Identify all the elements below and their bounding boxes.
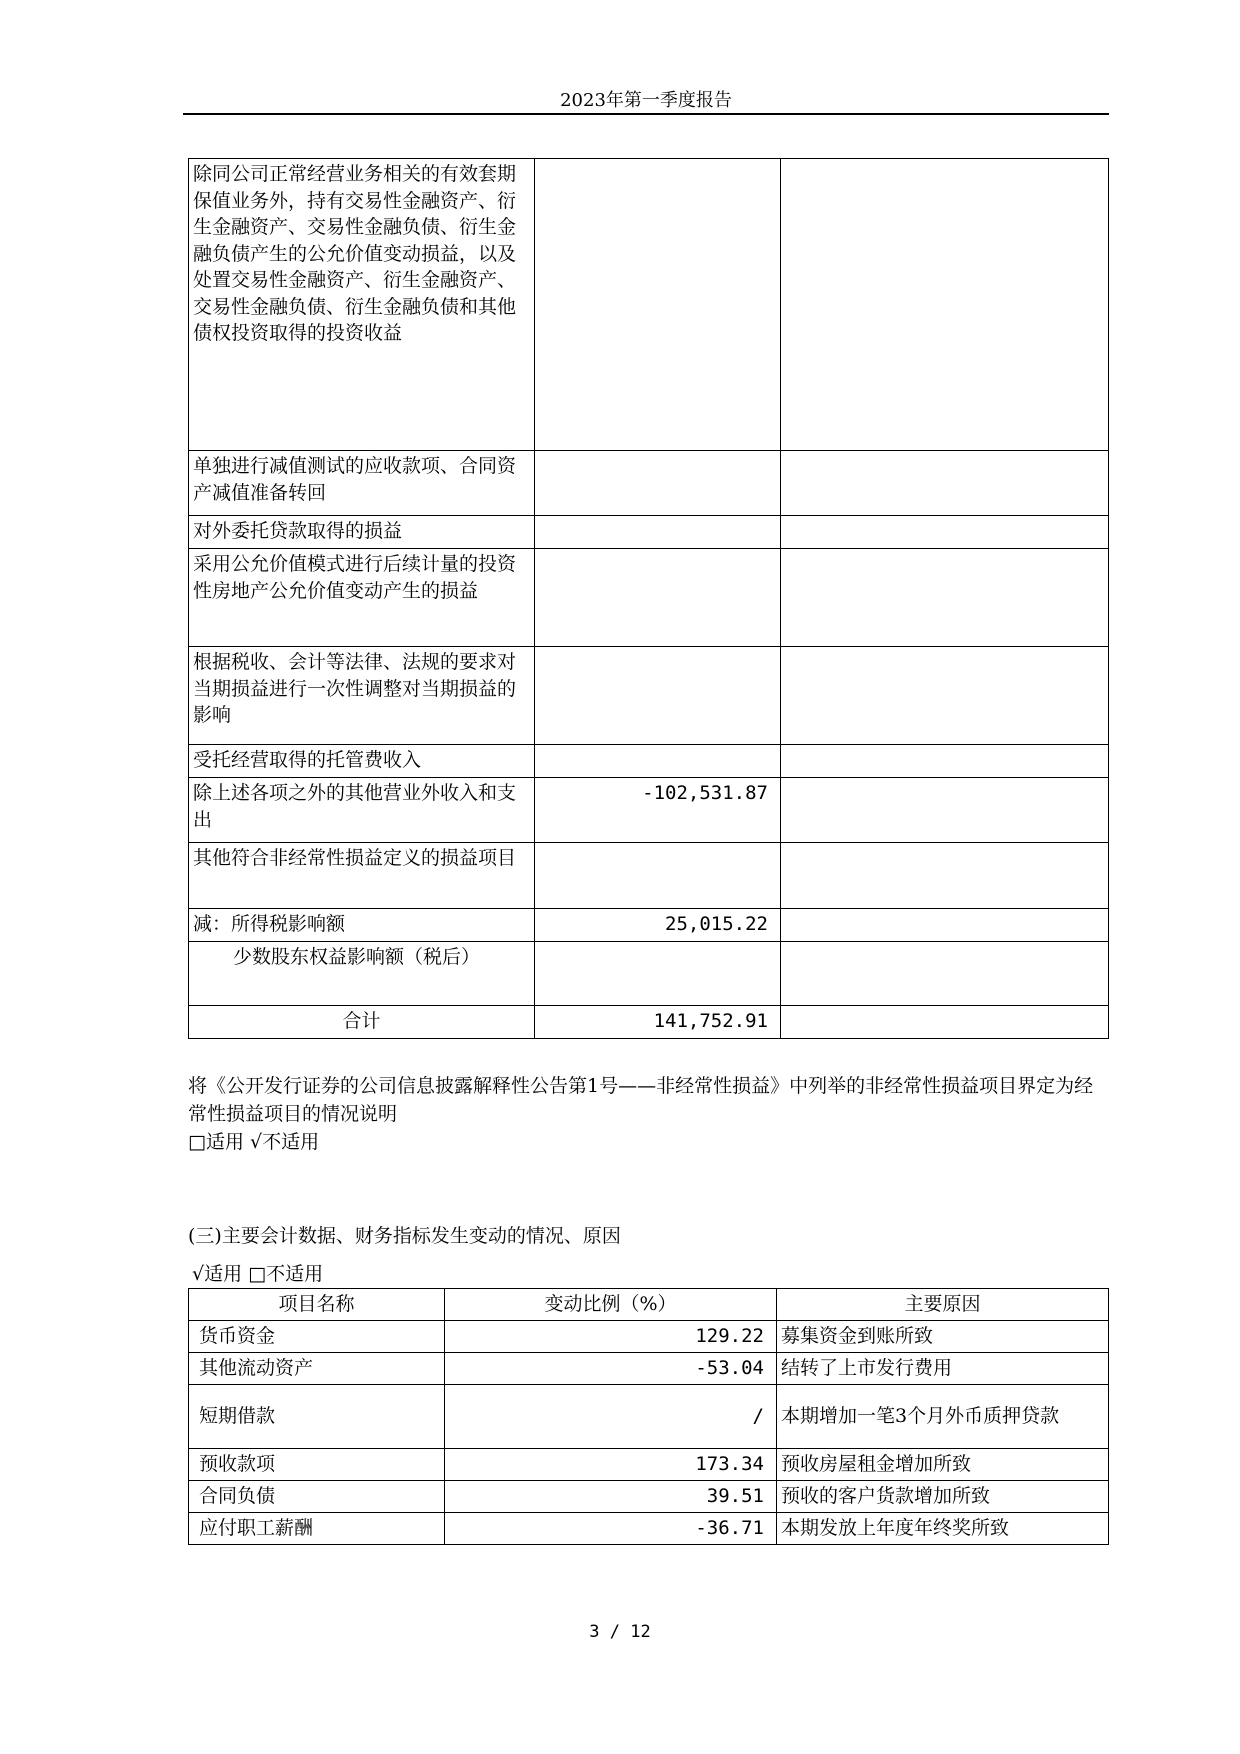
note-cell (781, 909, 1109, 942)
ratio-cell: -53.04 (445, 1353, 777, 1385)
note-applicable: □适用 √不适用 (188, 1131, 320, 1153)
reason-cell: 本期增加一笔3个月外币质押贷款 (777, 1385, 1109, 1449)
amount-cell: -102,531.87 (535, 778, 781, 843)
non-recurring-gains-table (188, 158, 1109, 1039)
note-cell (781, 843, 1109, 909)
amount-cell (535, 745, 781, 778)
table-row (189, 516, 1109, 549)
table-row (189, 159, 1109, 451)
column-header: 变动比例（%） (445, 1289, 777, 1321)
note-text: 将《公开发行证券的公司信息披露解释性公告第1号——非经常性损益》中列举的非经常性损益项目界定为经常性损益项目的情况说明 (188, 1075, 1094, 1125)
table-header-row (189, 1289, 1109, 1321)
reclassification-note (188, 1072, 1108, 1156)
note-cell (781, 942, 1109, 1006)
reason-cell: 结转了上市发行费用 (777, 1353, 1109, 1385)
item-cell: 单独进行减值测试的应收款项、合同资产减值准备转回 (189, 451, 535, 516)
item-name-cell: 合同负债 (189, 1481, 445, 1513)
note-cell (781, 647, 1109, 745)
table-row (189, 1449, 1109, 1481)
note-cell (781, 745, 1109, 778)
page-number: 3 / 12 (589, 1622, 651, 1642)
table-row (189, 1006, 1109, 1039)
note-cell (781, 549, 1109, 647)
item-cell: 减：所得税影响额 (189, 909, 535, 942)
amount-cell: 141,752.91 (535, 1006, 781, 1039)
note-cell (781, 516, 1109, 549)
note-cell (781, 778, 1109, 843)
table-row (189, 1353, 1109, 1385)
item-cell: 采用公允价值模式进行后续计量的投资性房地产公允价值变动产生的损益 (189, 549, 535, 647)
page-header-title: 2023年第一季度报告 (560, 90, 732, 111)
table-row (189, 942, 1109, 1006)
table-row (189, 745, 1109, 778)
note-cell (781, 451, 1109, 516)
total-label-cell: 合计 (189, 1006, 535, 1039)
table-row (189, 1385, 1109, 1449)
amount-cell (535, 843, 781, 909)
table-row (189, 778, 1109, 843)
item-cell: 其他符合非经常性损益定义的损益项目 (189, 843, 535, 909)
item-name-cell: 应付职工薪酬 (189, 1513, 445, 1545)
note-cell (781, 159, 1109, 451)
table-row (189, 843, 1109, 909)
column-header: 项目名称 (189, 1289, 445, 1321)
amount-cell (535, 451, 781, 516)
item-name-cell: 预收款项 (189, 1449, 445, 1481)
table-row (189, 909, 1109, 942)
table-row (189, 1321, 1109, 1353)
table-row (189, 647, 1109, 745)
reason-cell: 募集资金到账所致 (777, 1321, 1109, 1353)
header-divider (183, 113, 1109, 115)
item-cell: 根据税收、会计等法律、法规的要求对当期损益进行一次性调整对当期损益的影响 (189, 647, 535, 745)
amount-cell (535, 516, 781, 549)
table-row (189, 1513, 1109, 1545)
amount-cell (535, 159, 781, 451)
item-name-cell: 短期借款 (189, 1385, 445, 1449)
item-cell: 对外委托贷款取得的损益 (189, 516, 535, 549)
ratio-cell: 39.51 (445, 1481, 777, 1513)
column-header: 主要原因 (777, 1289, 1109, 1321)
reason-cell: 本期发放上年度年终奖所致 (777, 1513, 1109, 1545)
change-reasons-table (188, 1288, 1109, 1545)
item-name-cell: 货币资金 (189, 1321, 445, 1353)
ratio-cell: -36.71 (445, 1513, 777, 1545)
item-cell: 少数股东权益影响额（税后） (189, 942, 535, 1006)
note-cell (781, 1006, 1109, 1039)
section-title: (三)主要会计数据、财务指标发生变动的情况、原因 (188, 1225, 621, 1247)
item-cell: 除同公司正常经营业务相关的有效套期保值业务外，持有交易性金融资产、衍生金融资产、交易性金融负债、衍生金融负债产生的公允价值变动损益，以及处置交易性金融资产、衍生金融资产、交易性金融负债、衍生金融负债和其他债权投资取得的投资收益 (189, 159, 535, 451)
item-cell: 受托经营取得的托管费收入 (189, 745, 535, 778)
amount-cell (535, 549, 781, 647)
reason-cell: 预收房屋租金增加所致 (777, 1449, 1109, 1481)
ratio-cell: / (445, 1385, 777, 1449)
section-applicable: √适用 □不适用 (192, 1263, 324, 1285)
amount-cell (535, 647, 781, 745)
ratio-cell: 173.34 (445, 1449, 777, 1481)
item-cell: 除上述各项之外的其他营业外收入和支出 (189, 778, 535, 843)
table-row (189, 1481, 1109, 1513)
table-row (189, 549, 1109, 647)
amount-cell (535, 942, 781, 1006)
ratio-cell: 129.22 (445, 1321, 777, 1353)
item-name-cell: 其他流动资产 (189, 1353, 445, 1385)
table-row (189, 451, 1109, 516)
reason-cell: 预收的客户货款增加所致 (777, 1481, 1109, 1513)
amount-cell: 25,015.22 (535, 909, 781, 942)
